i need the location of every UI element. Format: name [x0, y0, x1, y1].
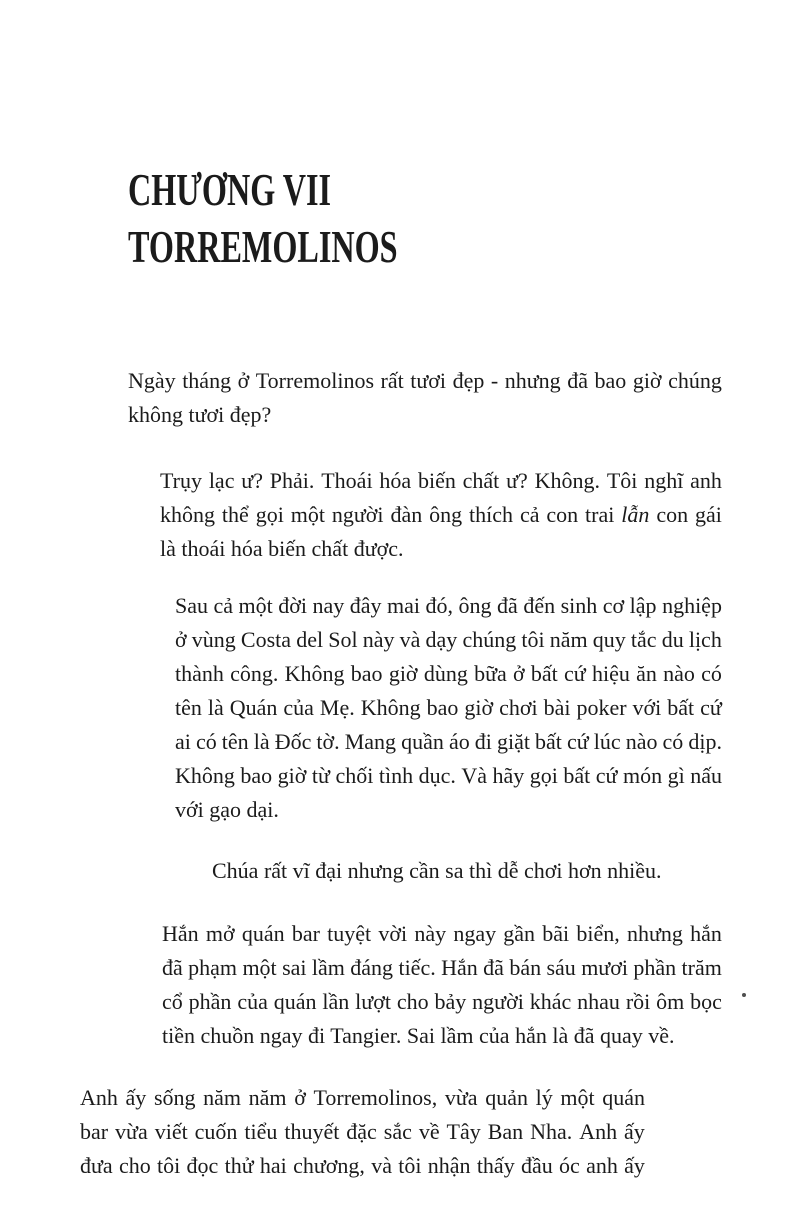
text-line: Anh ấy sống năm năm ở Torremolinos, vừa quản lý một quán — [80, 1085, 645, 1110]
text-line: với gạo dại. — [175, 797, 279, 822]
text-line: Sau cả một đời nay đây mai đó, ông đã đến sinh cơ lập nghiệp — [175, 593, 722, 618]
paragraph-bar-story — [162, 917, 722, 1053]
text-line: không tươi đẹp? — [128, 402, 272, 427]
text-line: thành công. Không bao giờ dùng bữa ở bất cứ hiệu ăn nào có — [175, 661, 722, 686]
scan-speck — [742, 993, 746, 997]
paragraph-intro — [128, 364, 722, 432]
text-line: tên là Quán của Mẹ. Không bao giờ chơi bài poker với bất cứ — [175, 695, 722, 720]
text-line: Không bao giờ từ chối tình dục. Và hãy gọi bất cứ món gì nấu — [175, 763, 722, 788]
text-line: Ngày tháng ở Torremolinos rất tươi đẹp - nhưng đã bao giờ chúng — [128, 368, 722, 393]
text-line: ai có tên là Đốc tờ. Mang quần áo đi giặt bất cứ lúc nào có dịp. — [175, 729, 722, 754]
text-line: Trụy lạc ư? Phải. Thoái hóa biến chất ư? Không. Tôi nghĩ anh — [160, 468, 722, 493]
text-line: cổ phần của quán lần lượt cho bảy người khác nhau rồi ôm bọc — [162, 989, 722, 1014]
text-line: là thoái hóa biến chất được. — [160, 536, 404, 561]
text-line: tiền chuồn ngay đi Tangier. Sai lầm của hắn là đã quay về. — [162, 1023, 675, 1048]
chapter-number: CHƯƠNG VII — [128, 164, 332, 215]
text-line: ở vùng Costa del Sol này và dạy chúng tôi năm quy tắc du lịch — [175, 627, 722, 652]
paragraph-aphorism — [212, 854, 662, 888]
text-line: đã phạm một sai lầm đáng tiếc. Hắn đã bán sáu mươi phần trăm — [162, 955, 722, 980]
text-line: đưa cho tôi đọc thử hai chương, và tôi nhận thấy đầu óc anh ấy — [80, 1153, 645, 1178]
paragraph-base-narration — [80, 1081, 645, 1183]
chapter-title: TORREMOLINOS — [128, 221, 398, 272]
text-line: không thể gọi một người đàn ông thích cả con trai lẫn con gái — [160, 502, 722, 527]
paragraph-quote-level-2 — [175, 589, 722, 827]
chapter-heading — [128, 161, 513, 275]
text-line: bar vừa viết cuốn tiểu thuyết đặc sắc về Tây Ban Nha. Anh ấy — [80, 1119, 645, 1144]
text-line: Hắn mở quán bar tuyệt vời này ngay gần bãi biển, nhưng hắn — [162, 921, 722, 946]
text-line: Chúa rất vĩ đại nhưng cần sa thì dễ chơi hơn nhiều. — [212, 858, 662, 883]
paragraph-quote-level-1 — [160, 464, 722, 566]
